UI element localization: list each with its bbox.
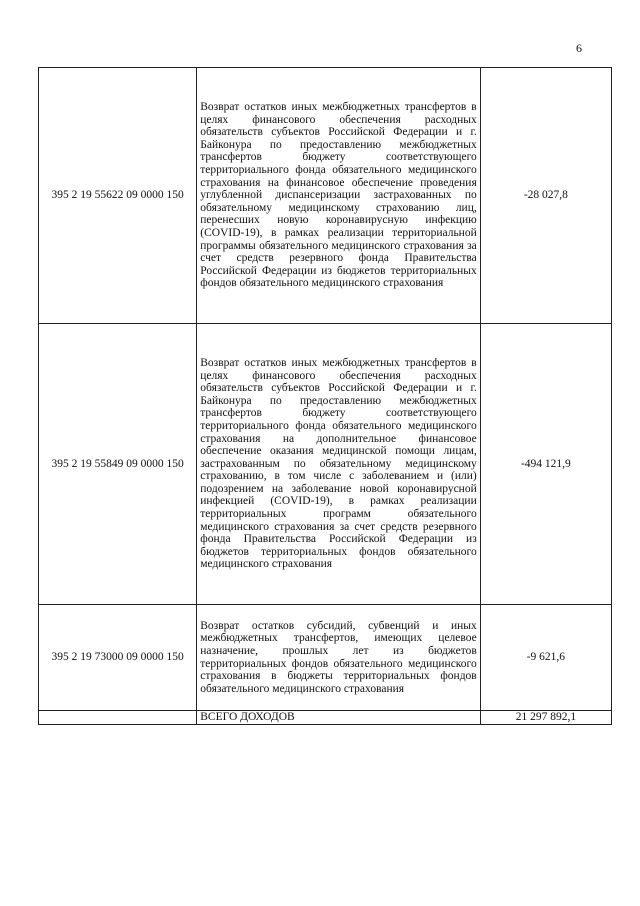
budget-code-cell: 395 2 19 55622 09 0000 150 bbox=[39, 68, 197, 324]
table-row bbox=[39, 68, 612, 324]
total-row bbox=[39, 711, 612, 725]
budget-code-cell: 395 2 19 55849 09 0000 150 bbox=[39, 324, 197, 605]
page-number: 6 bbox=[576, 41, 582, 55]
amount-cell: -28 027,8 bbox=[480, 68, 611, 324]
table-row bbox=[39, 324, 612, 605]
table-row bbox=[39, 605, 612, 711]
total-amount: 21 297 892,1 bbox=[480, 711, 611, 725]
empty-cell bbox=[39, 711, 197, 725]
amount-cell: -9 621,6 bbox=[480, 605, 611, 711]
revenue-table bbox=[38, 67, 612, 725]
total-label: ВСЕГО ДОХОДОВ bbox=[197, 711, 480, 725]
description-cell: Возврат остатков иных межбюджетных трансфертов в целях финансового обеспечения расходных обязательств субъектов Российской Федерации и г. Байконура по предоставлению межбюджетных трансфертов бюджету соответствующего территориального фонда обязательного медицинского страхования на дополнительное финансовое обеспечение оказания медицинской помощи лицам, застрахованным по обязательному медицинскому страхованию, в том числе с заболеванием и (или) подозрением на заболевание новой коронавирусной инфекцией (COVID-19), в рамках реализации территориальных программ обязательного медицинского страхования за счет средств резервного фонда Правительства Российской Федерации из бюджетов территориальных фондов обязательного медицинского страхования bbox=[197, 324, 480, 605]
budget-code-cell: 395 2 19 73000 09 0000 150 bbox=[39, 605, 197, 711]
amount-cell: -494 121,9 bbox=[480, 324, 611, 605]
description-cell: Возврат остатков субсидий, субвенций и иных межбюджетных трансфертов, имеющих целевое назначение, прошлых лет из бюджетов территориальных фондов обязательного медицинского страхования в бюджеты территориальных фондов обязательного медицинского страхования bbox=[197, 605, 480, 711]
description-cell: Возврат остатков иных межбюджетных трансфертов в целях финансового обеспечения расходных обязательств субъектов Российской Федерации и г. Байконура по предоставлению межбюджетных трансфертов бюджету соответствующего территориального фонда обязательного медицинского страхования на финансовое обеспечение проведения углубленной диспансеризации застрахованных по обязательному медицинскому страхованию лиц, перенесших новую коронавирусную инфекцию (COVID-19), в рамках реализации территориальной программы обязательного медицинского страхования за счет средств резервного фонда Правительства Российской Федерации из бюджетов территориальных фондов обязательного медицинского страхования bbox=[197, 68, 480, 324]
